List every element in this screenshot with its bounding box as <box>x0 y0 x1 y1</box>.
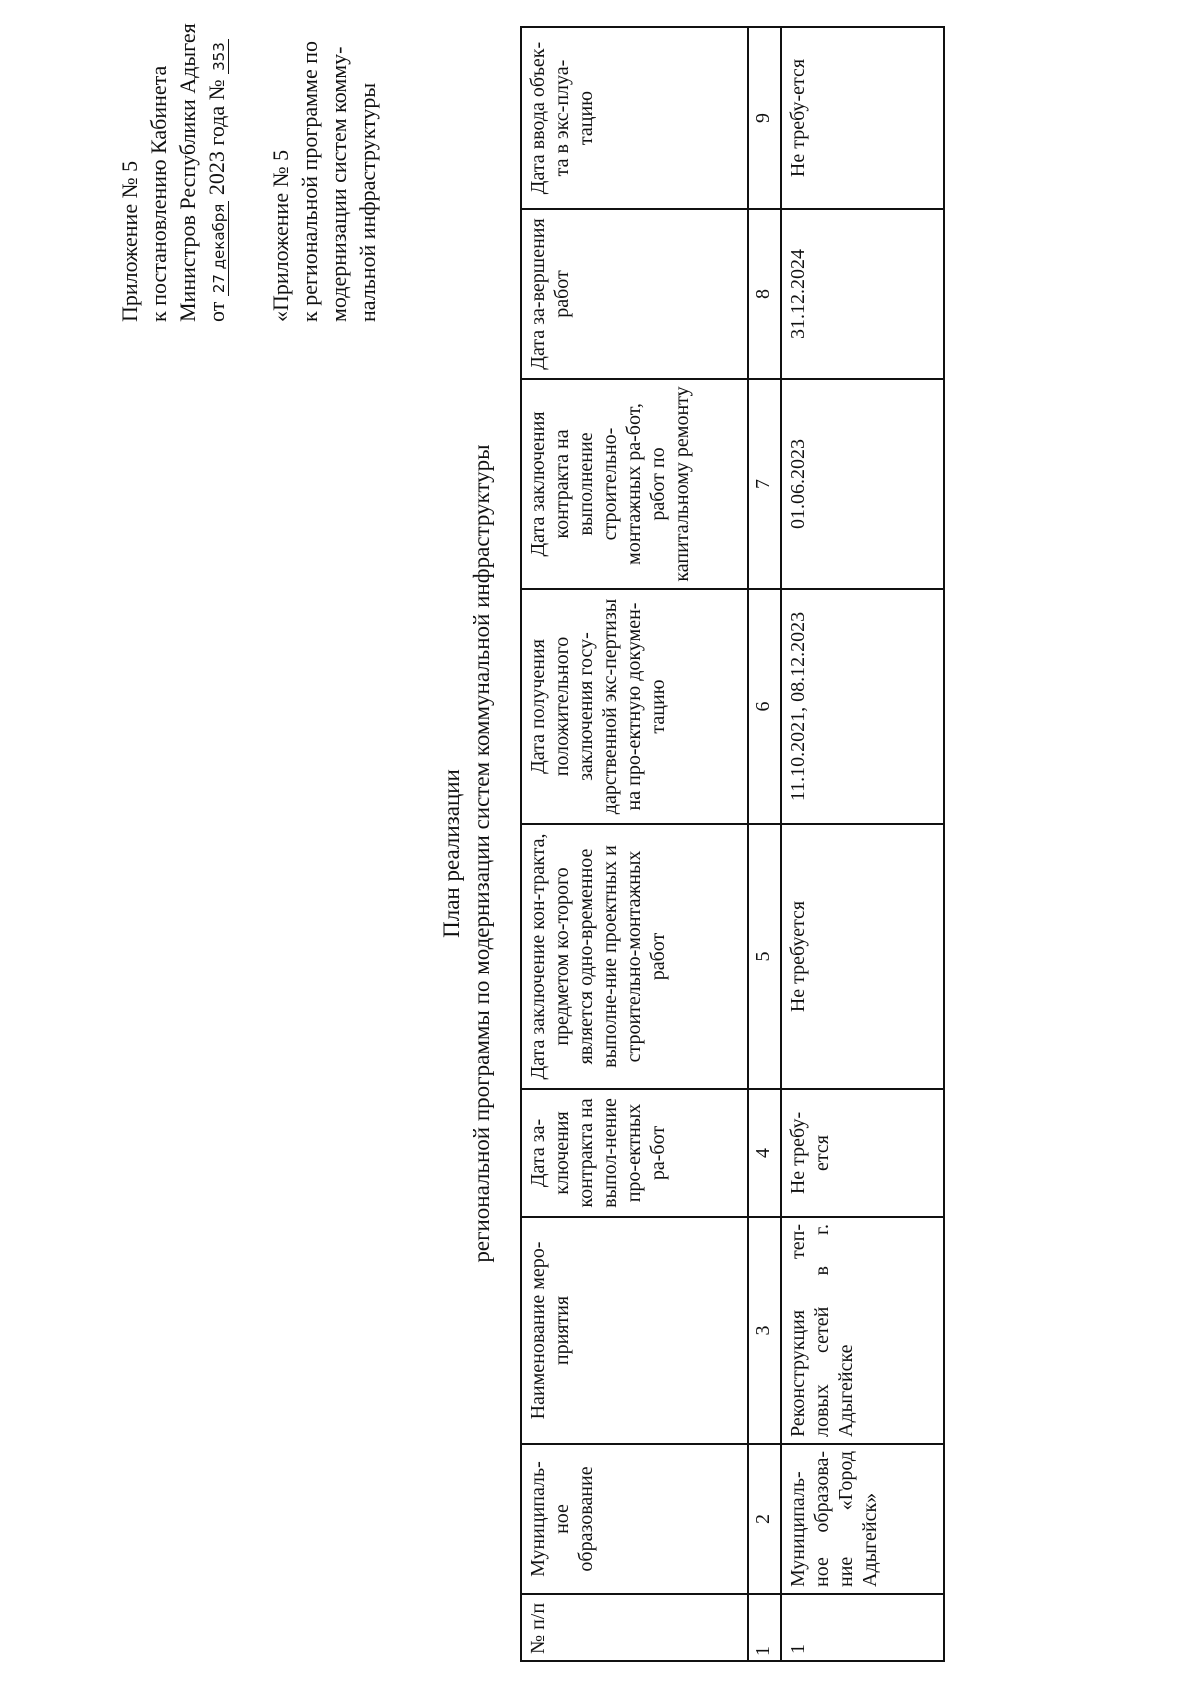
column-number: 9 <box>748 27 781 209</box>
column-number: 8 <box>748 209 781 379</box>
appendix-block <box>115 23 382 322</box>
header-cell: Дата заключения контракта на выполнение строительно-монтажных ра-бот, работ по капитальному ремонту <box>521 379 748 589</box>
header-cell: Наименование меро-приятия <box>521 1217 748 1444</box>
reference-line: «Приложение № 5 <box>268 149 293 322</box>
appendix-line: Министров Республики Адыгея <box>175 23 200 322</box>
table-row <box>781 27 944 1661</box>
handwritten-date: 27 декабря <box>210 201 229 297</box>
commissioning-date-cell: Не требу-ется <box>781 27 944 209</box>
appendix-line: к постановлению Кабинета <box>146 65 171 322</box>
appendix-line: Приложение № 5 <box>117 160 142 322</box>
header-cell: № п/п <box>521 1594 748 1661</box>
column-number: 1 <box>748 1594 781 1661</box>
column-number: 5 <box>748 824 781 1089</box>
construction-contract-date-cell: 01.06.2023 <box>781 379 944 589</box>
plan-table <box>520 26 945 1662</box>
column-number-row <box>748 27 781 1661</box>
column-number: 2 <box>748 1444 781 1594</box>
reference-line: нальной инфраструктуры <box>355 82 380 322</box>
title-line-1: План реализации <box>439 769 464 938</box>
header-cell: Дата заключение кон-тракта, предметом ко-торого является одно-временное выполне-ние проектных и строительно-монтажных работ <box>521 824 748 1089</box>
reference-line: к региональной программе по <box>297 41 322 322</box>
header-cell: Дата ввода объек-та в экс-плуа-тацию <box>521 27 748 209</box>
document-title <box>437 0 497 1707</box>
appendix-date-line <box>202 42 234 322</box>
column-number: 4 <box>748 1089 781 1217</box>
header-cell: Дата за-вершения работ <box>521 209 748 379</box>
design-contract-date-cell: Не требу-ется <box>781 1089 944 1217</box>
title-line-2: региональной программы по модернизации систем коммунальной инфраструктуры <box>469 444 494 1263</box>
municipality-cell: Муниципаль-ное образова-ние «Город Адыгейск» <box>781 1444 944 1594</box>
combined-contract-date-cell: Не требуется <box>781 824 944 1089</box>
column-number: 7 <box>748 379 781 589</box>
column-number: 6 <box>748 589 781 824</box>
header-cell: Дата за-ключения контракта на выпол-нение про-ектных ра-бот <box>521 1089 748 1217</box>
column-number: 3 <box>748 1217 781 1444</box>
completion-date-cell: 31.12.2024 <box>781 209 944 379</box>
activity-cell: Реконструкция теп-ловых сетей в г. Адыгейске <box>781 1217 944 1444</box>
handwritten-number: 353 <box>210 39 229 74</box>
row-index-cell: 1 <box>781 1594 944 1661</box>
header-cell: Дата получения положительного заключения госу-дарственной экс-пертизы на про-ектную докумен-тацию <box>521 589 748 824</box>
reference-block <box>266 41 382 322</box>
reference-line: модернизации систем комму- <box>326 46 351 322</box>
table-header-row <box>521 27 748 1661</box>
date-year-label: 2023 года № <box>204 79 229 196</box>
header-cell: Муниципаль-ное образование <box>521 1444 748 1594</box>
expertise-date-cell: 11.10.2021, 08.12.2023 <box>781 589 944 824</box>
date-prefix: от <box>204 301 229 322</box>
